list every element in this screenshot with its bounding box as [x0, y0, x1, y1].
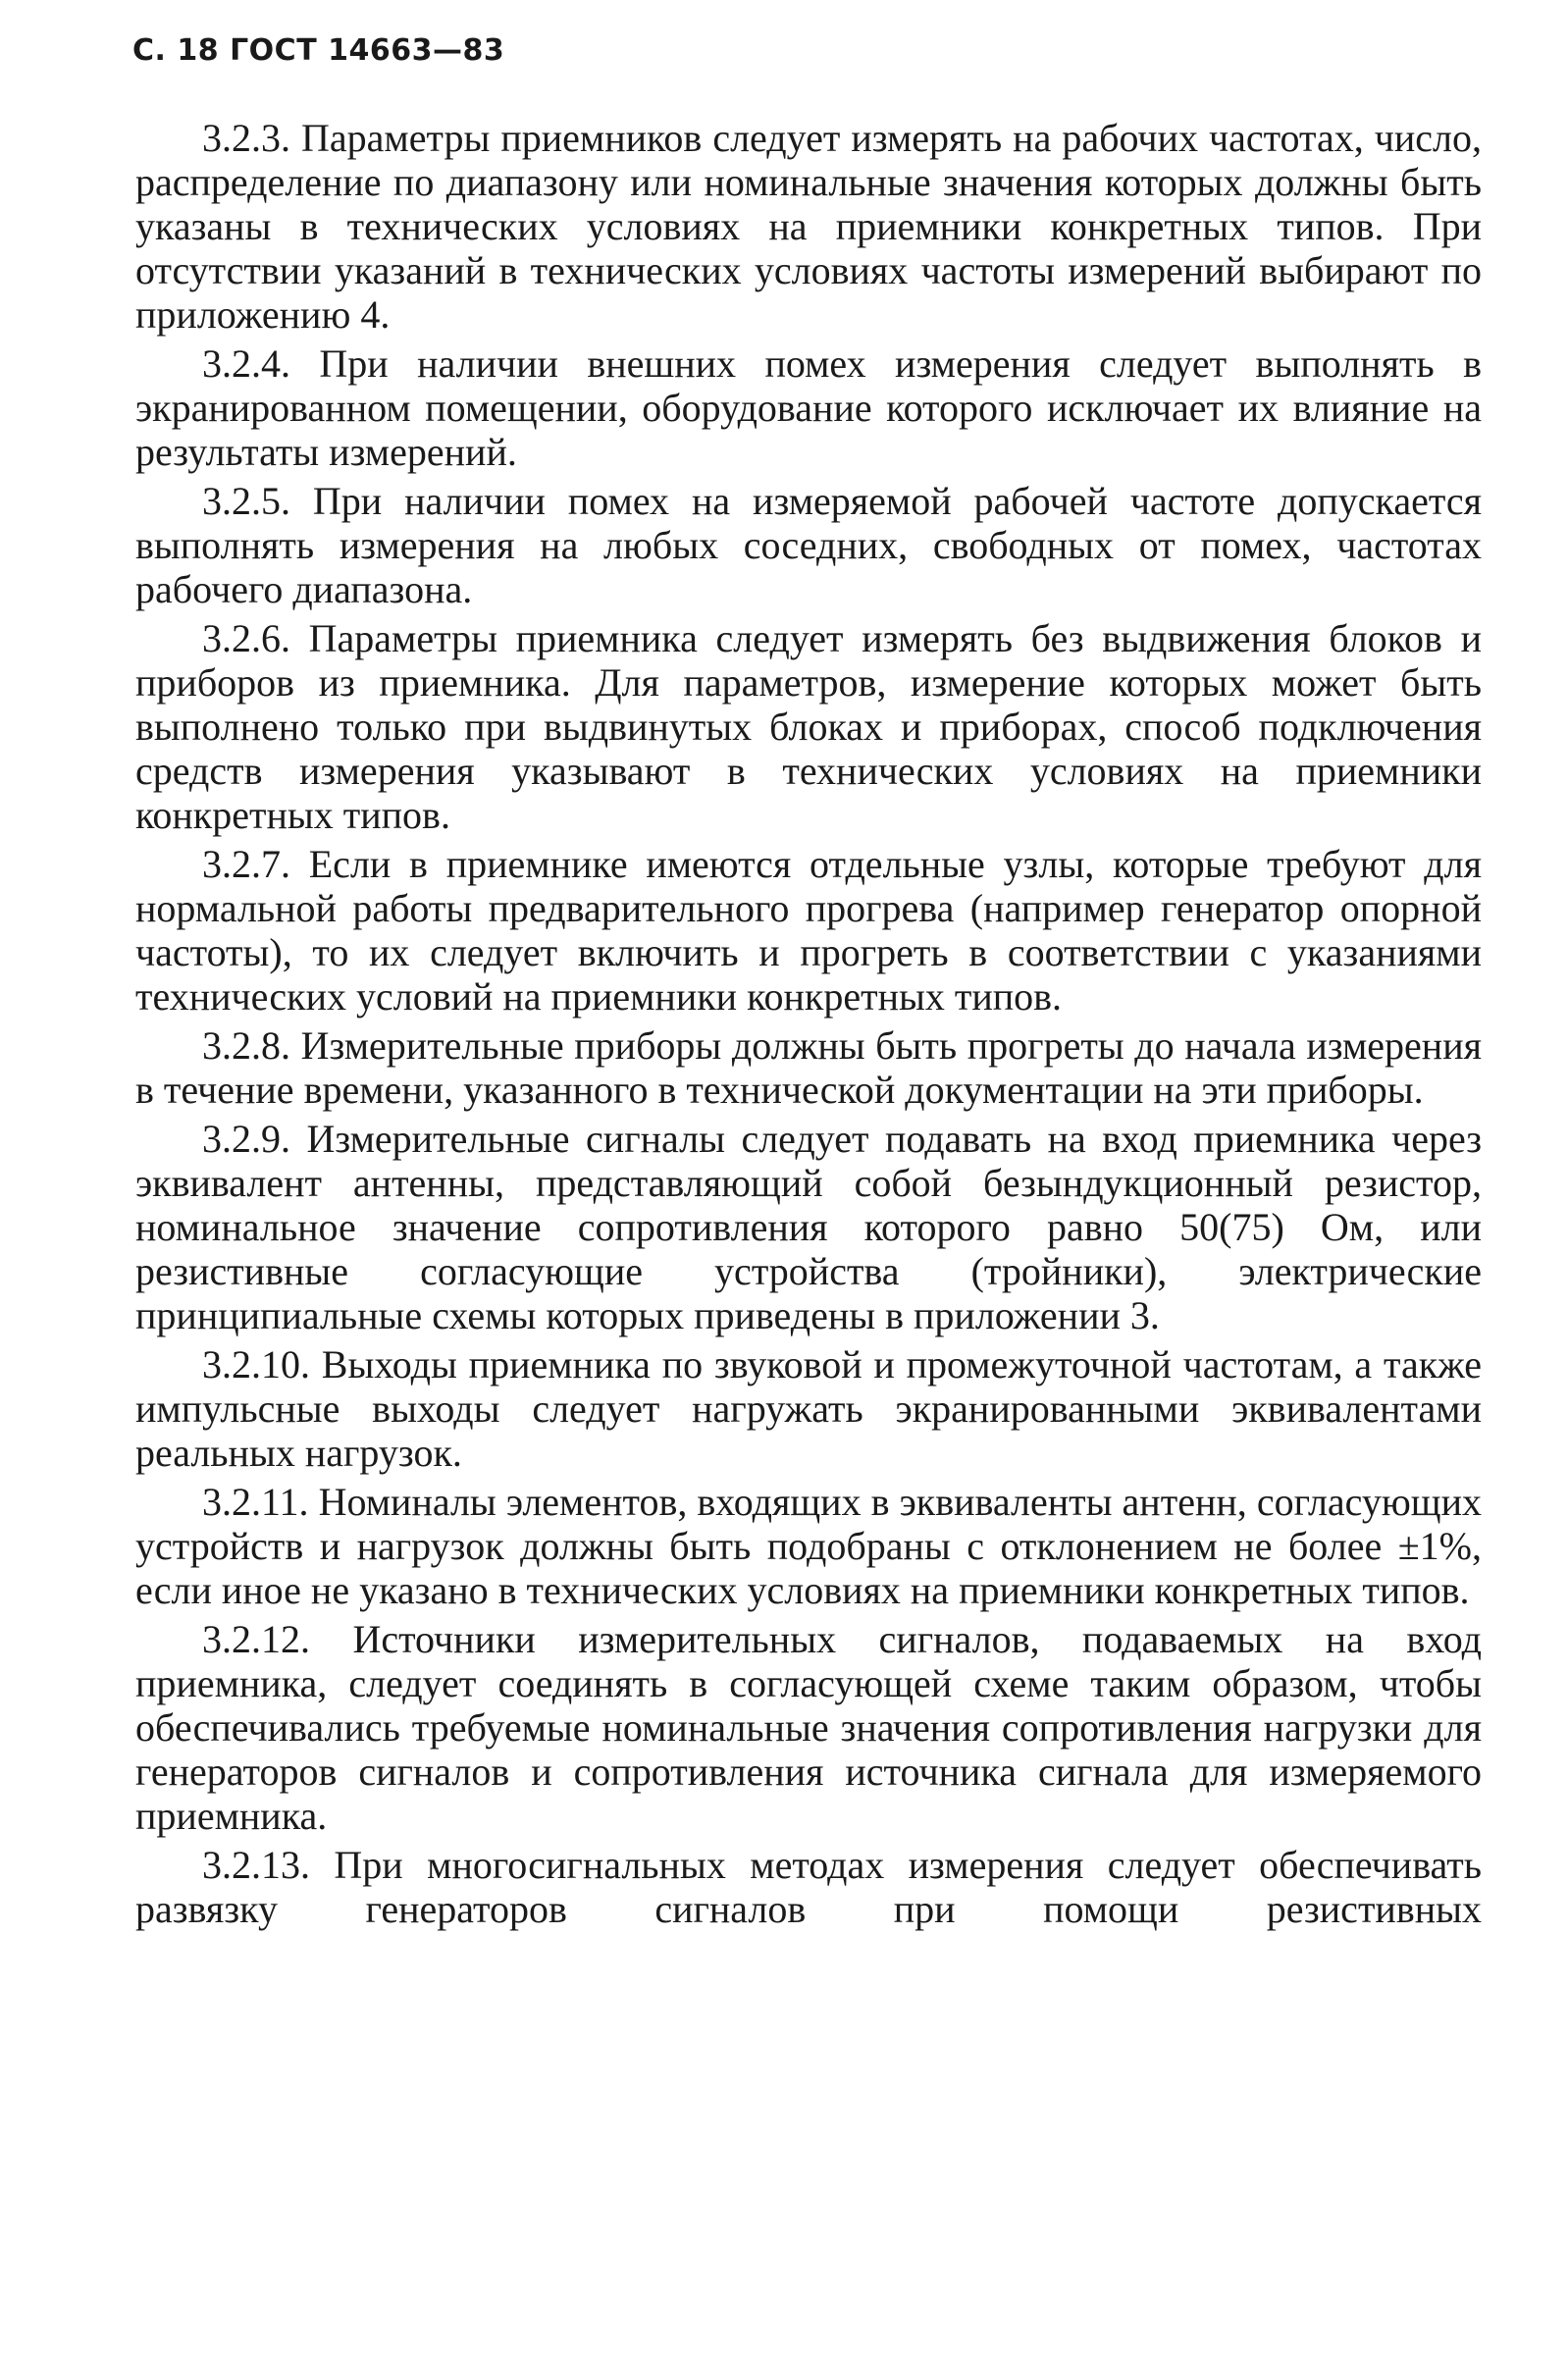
paragraph-3-2-13: 3.2.13. При многосигнальных методах измерения следует обеспечивать развязку генераторов сигналов при помощи резистивных [135, 1843, 1482, 1931]
page-number: С. 18 [132, 33, 220, 68]
paragraph-3-2-7: 3.2.7. Если в приемнике имеются отдельные узлы, которые требуют для нормальной работы предварительного прогрева (например генератор опорной частоты), то их следует включить и прогреть в соответствии с указаниями технических условий на приемники конкретных типов. [135, 842, 1482, 1019]
paragraph-3-2-4: 3.2.4. При наличии внешних помех измерения следует выполнять в экранированном помещении, оборудование которого исключает их влияние на результаты измерений. [135, 341, 1482, 474]
document-body [135, 116, 1482, 1936]
paragraph-3-2-8: 3.2.8. Измерительные приборы должны быть прогреты до начала измерения в течение времени, указанного в технической документации на эти приборы. [135, 1023, 1482, 1112]
paragraph-3-2-3: 3.2.3. Параметры приемников следует измерять на рабочих частотах, число, распределение по диапазону или номинальные значения которых должны быть указаны в технических условиях на приемники конкретных типов. При отсутствии указаний в технических условиях частоты измерений выбирают по приложению 4. [135, 116, 1482, 337]
paragraph-3-2-9: 3.2.9. Измерительные сигналы следует подавать на вход приемника через эквивалент антенны, представляющий собой безындукционный резистор, номинальное значение сопротивления которого равно 50(75) Ом, или резистивные согласующие устройства (тройники), электрические принципиальные схемы которых приведены в приложении 3. [135, 1117, 1482, 1337]
paragraph-3-2-10: 3.2.10. Выходы приемника по звуковой и промежуточной частотам, а также импульсные выходы следует нагружать экранированными эквивалентами реальных нагрузок. [135, 1342, 1482, 1475]
paragraph-3-2-5: 3.2.5. При наличии помех на измеряемой рабочей частоте допускается выполнять измерения на любых соседних, свободных от помех, частотах рабочего диапазона. [135, 479, 1482, 611]
standard-designation: ГОСТ 14663—83 [230, 33, 505, 68]
paragraph-3-2-6: 3.2.6. Параметры приемника следует измерять без выдвижения блоков и приборов из приемника. Для параметров, измерение которых может быть выполнено только при выдвинутых блоках и приборах, способ подключения средств измерения указывают в технических условиях на приемники конкретных типов. [135, 616, 1482, 837]
paragraph-3-2-11: 3.2.11. Номиналы элементов, входящих в эквиваленты антенн, согласующих устройств и нагрузок должны быть подобраны с отклонением не более ±1%, если иное не указано в технических условиях на приемники конкретных типов. [135, 1480, 1482, 1612]
paragraph-3-2-12: 3.2.12. Источники измерительных сигналов, подаваемых на вход приемника, следует соединять в согласующей схеме таким образом, чтобы обеспечивались требуемые номинальные значения сопротивления нагрузки для генераторов сигналов и сопротивления источника сигнала для измеряемого приемника. [135, 1617, 1482, 1838]
running-head [132, 33, 504, 68]
